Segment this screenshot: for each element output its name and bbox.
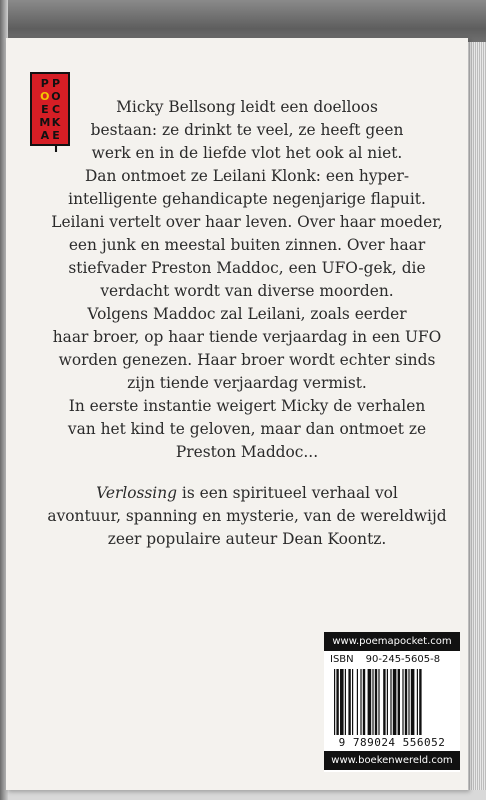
logo-letter: P (40, 77, 49, 90)
barcode-bar (348, 669, 350, 735)
barcode-bar (363, 669, 365, 735)
barcode-bar (378, 669, 379, 735)
barcode-bar (357, 669, 358, 735)
barcode-bar (334, 669, 335, 735)
barcode-bar (340, 669, 344, 735)
barcode-bar (387, 669, 388, 735)
barcode-bar (405, 669, 407, 735)
barcode-bars (332, 669, 452, 735)
barcode-bar (368, 669, 372, 735)
barcode-bar (411, 669, 415, 735)
logo-letter: E (41, 103, 49, 116)
barcode-bar (398, 669, 400, 735)
logo-letter: K (51, 116, 61, 129)
barcode-bar (390, 669, 391, 735)
blurb-summary-text: is een spiritueel verhaal vol avontuur, spanning en mysterie, van de wereldwijd zeer populaire auteur Dean Koontz. (47, 484, 447, 548)
barcode-bar (383, 669, 385, 735)
isbn-row (324, 651, 460, 667)
logo-letter: O (51, 90, 61, 103)
blurb-paragraph-synopsis: Micky Bellsong leidt een doelloos bestaan: ze drinkt te veel, ze heeft geen werk en in de liefde vlot het ook al niet. Dan ontmoet ze Leilani Klonk: een hyper- intelligente gehandicapte negenjarige flapuit. Leilani vertelt over haar leven. Over haar moeder, een junk en meestal buiten zinnen. Over haar stiefvader Preston Maddoc, een UFO-gek, die verdacht wordt van diverse moorden. Volgens Maddoc zal Leilani, zoals eerder haar broer, op haar tiende verjaardag in een UFO worden genezen. Haar broer wordt echter sinds zijn tiende verjaardag vermist. In eerste instantie weigert Micky de verhalen van het kind te geloven, maar dan ontmoet ze Preston Maddoc... (51, 98, 443, 461)
isbn-label: ISBN (330, 654, 354, 665)
logo-letter: E (52, 129, 60, 142)
barcode-bar (360, 669, 361, 735)
barcode-bar (393, 669, 397, 735)
bookstore-url: www.boekenwereld.com (324, 751, 460, 770)
barcode-bar (372, 669, 373, 735)
barcode-digits: 9 789024 556052 (338, 736, 446, 749)
logo-letter: T (52, 142, 60, 155)
logo-letter: M (39, 116, 51, 129)
barcode-bar (352, 669, 353, 735)
blurb-text (22, 96, 472, 551)
barcode-graphic (332, 669, 452, 735)
barcode-bar (375, 669, 377, 735)
logo-letter: P (51, 77, 60, 90)
barcode-bar (408, 669, 409, 735)
logo-letter: C (51, 103, 61, 116)
barcode-bar (345, 669, 346, 735)
isbn-value: 90-245-5605-8 (365, 654, 441, 665)
barcode-bar (402, 669, 403, 735)
logo-letter: A (40, 129, 50, 142)
barcode-bar (419, 669, 421, 735)
blurb-paragraph-summary (22, 482, 472, 551)
barcode-block (324, 632, 460, 772)
publisher-url: www.poemapocket.com (324, 632, 460, 651)
barcode-bar (336, 669, 338, 735)
barcode-bar (417, 669, 418, 735)
book-title-italic: Verlossing (96, 484, 177, 502)
logo-letter: O (40, 90, 50, 103)
